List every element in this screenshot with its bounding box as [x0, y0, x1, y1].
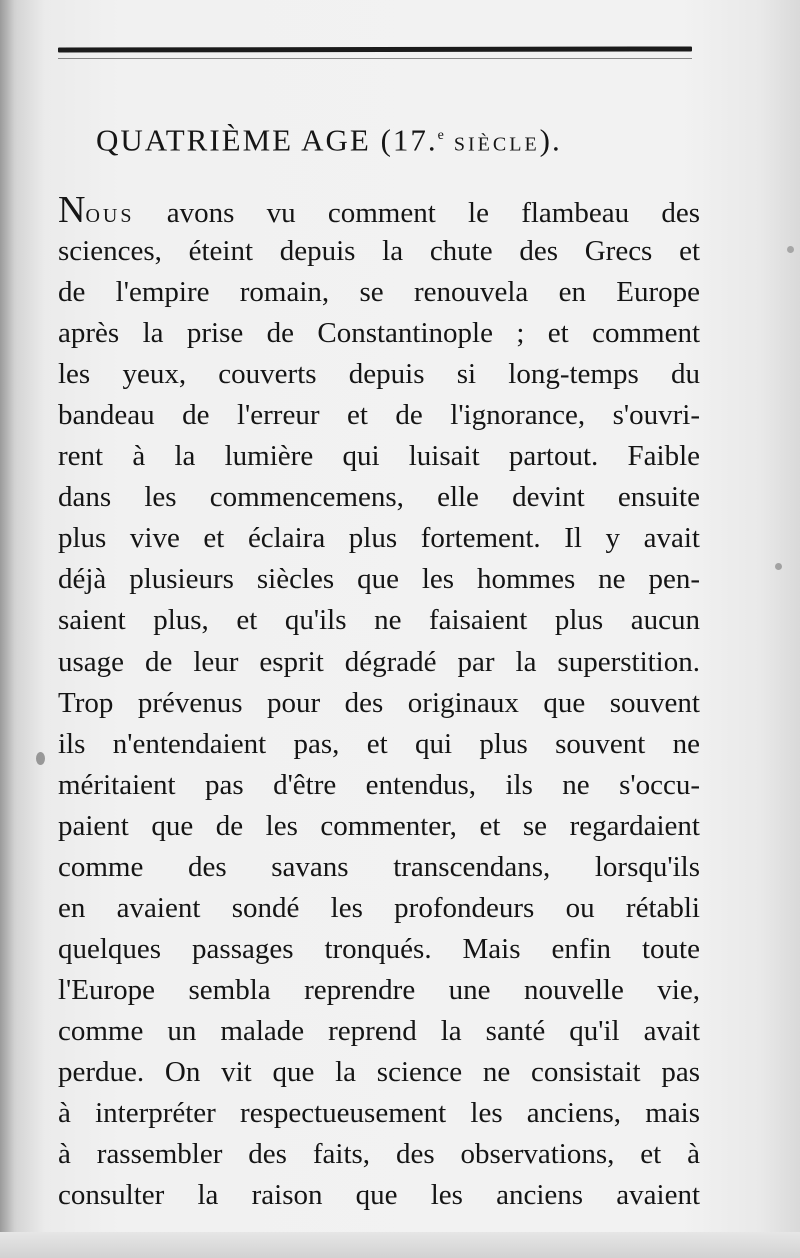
first-word-small-caps: OUS: [85, 205, 135, 227]
text-line: comme un malade reprend la santé qu'il avait: [58, 1014, 700, 1047]
text-line: l'Europe sembla reprendre une nouvelle vie,: [58, 973, 700, 1006]
text-line: de l'empire romain, se renouvela en Europe: [58, 276, 700, 309]
text-line: paient que de les commenter, et se regardaient: [58, 809, 700, 842]
page-bottom-margin: [0, 1232, 800, 1258]
text-line: Trop prévenus pour des originaux que souvent: [58, 686, 700, 719]
text-line: plus vive et éclaira plus fortement. Il y avait: [58, 522, 700, 555]
text-line: rent à la lumière qui luisait partout. Faible: [58, 440, 700, 473]
ink-spot: [36, 752, 45, 765]
text-line: ils n'entendaient pas, et qui plus souvent ne: [58, 727, 700, 760]
first-line-rest: avons vu comment le flambeau des: [134, 197, 700, 229]
ink-spot: [787, 246, 794, 253]
drop-letter: N: [58, 189, 86, 231]
text-line: saient plus, et qu'ils ne faisaient plus aucun: [58, 604, 700, 637]
ink-spot: [775, 563, 782, 570]
heading-title: QUATRIÈME AGE (: [96, 122, 393, 158]
text-line: usage de leur esprit dégradé par la superstition.: [58, 645, 700, 678]
text-line: déjà plusieurs siècles que les hommes ne pen-: [58, 563, 700, 596]
heading-century-word: SIÈCLE: [445, 133, 540, 156]
text-line-first: [58, 190, 700, 231]
text-line: quelques passages tronqués. Mais enfin toute: [58, 932, 700, 965]
page-gutter-shadow: [0, 0, 14, 1258]
text-line: à rassembler des faits, des observations, et à: [58, 1138, 700, 1171]
chapter-heading: [96, 113, 716, 167]
text-line: les yeux, couverts depuis si long-temps du: [58, 358, 700, 391]
text-line: consulter la raison que les anciens avaient: [58, 1179, 700, 1212]
text-line: sciences, éteint depuis la chute des Grecs et: [58, 235, 700, 268]
header-rule: [58, 46, 692, 52]
text-line: après la prise de Constantinople ; et comment: [58, 317, 700, 350]
text-line: méritaient pas d'être entendus, ils ne s'occu-: [58, 768, 700, 801]
text-line: comme des savans transcendans, lorsqu'ils: [58, 850, 700, 883]
text-line: dans les commencemens, elle devint ensuite: [58, 481, 700, 514]
heading-century-number: 17.: [392, 122, 438, 158]
header-rule-thin: [58, 58, 692, 59]
heading-close: ).: [539, 122, 562, 158]
text-line: perdue. On vit que la science ne consistait pas: [58, 1055, 700, 1088]
body-paragraph: [58, 190, 700, 1216]
heading-century-superscript: e: [437, 128, 446, 143]
text-line: à interpréter respectueusement les anciens, mais: [58, 1097, 700, 1130]
text-line: bandeau de l'erreur et de l'ignorance, s'ouvri-: [58, 399, 700, 432]
text-line: en avaient sondé les profondeurs ou rétabli: [58, 891, 700, 924]
